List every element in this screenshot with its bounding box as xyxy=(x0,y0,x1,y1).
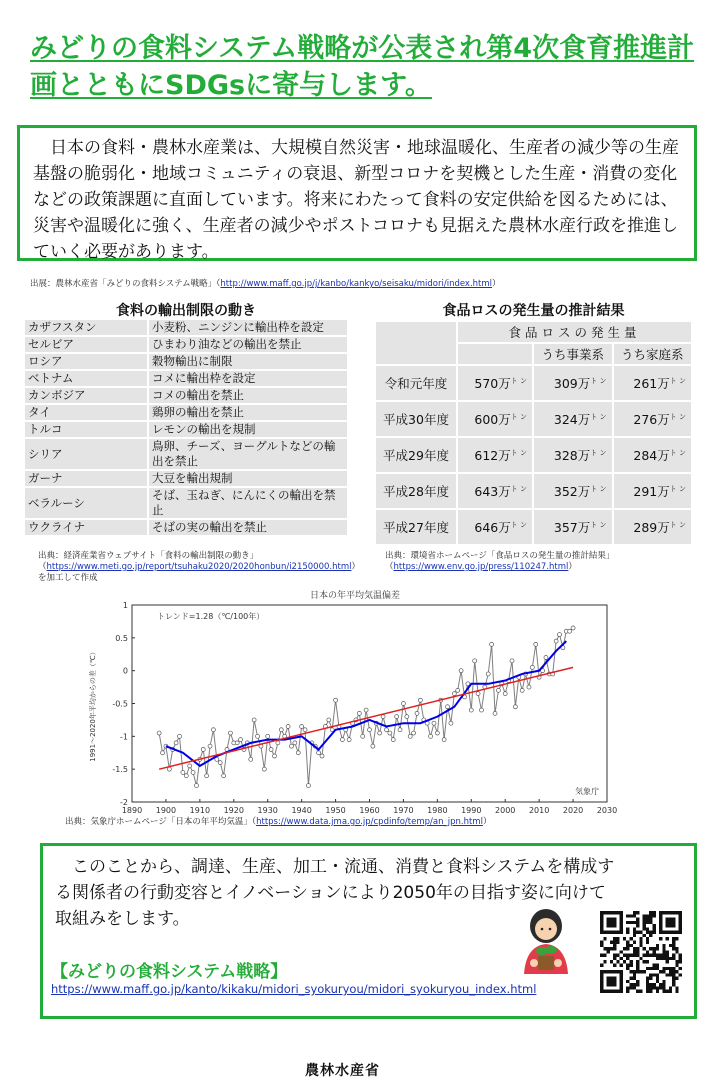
y-tick-label: -1 xyxy=(120,732,128,742)
annual-point xyxy=(479,708,483,712)
annual-point xyxy=(320,754,324,758)
export-policy: コメの輸出を禁止 xyxy=(148,387,347,404)
intro-source: 出展：農林水産省「みどりの食料システム戦略」（http://www.maff.go.jp/j/kanbo/kankyo/seisaku/midori/index.html） xyxy=(30,279,501,289)
ton-unit: ト ン xyxy=(510,484,527,493)
annual-point xyxy=(446,705,450,709)
annual-point xyxy=(527,685,531,689)
x-tick-label: 1950 xyxy=(325,806,346,815)
export-country: セルビア xyxy=(25,336,148,353)
loss-total: 646万$^{ト ン}$ xyxy=(457,509,533,545)
annual-point xyxy=(161,751,165,755)
x-tick-label: 1900 xyxy=(155,806,177,815)
export-policy: 鳥卵、チーズ、ヨーグルトなどの輸出を禁止 xyxy=(148,438,347,470)
ton-unit: ト ン xyxy=(669,520,686,529)
conclusion-box xyxy=(40,843,697,1019)
annual-point xyxy=(269,747,273,751)
export-country: トルコ xyxy=(25,421,148,438)
annual-point xyxy=(490,642,494,646)
annual-point xyxy=(452,692,456,696)
annual-point xyxy=(184,774,188,778)
loss-household: 291万$^{ト ン}$ xyxy=(613,473,693,509)
loss-household: 261万$^{ト ン}$ xyxy=(613,365,693,401)
y-axis-label: 1991～2020年平均からの差（℃） xyxy=(89,648,97,762)
x-tick-label: 2030 xyxy=(596,806,618,815)
annual-point xyxy=(442,738,446,742)
annual-point xyxy=(435,731,439,735)
annual-point xyxy=(544,656,548,660)
loss-row xyxy=(375,437,692,473)
ton-unit: ト ン xyxy=(590,376,607,385)
annual-point xyxy=(347,738,351,742)
annual-point xyxy=(378,731,382,735)
annual-point xyxy=(211,728,215,732)
export-row xyxy=(25,438,347,470)
y-tick-label: 1 xyxy=(122,601,128,610)
export-policy: 穀物輸出に制限 xyxy=(148,353,347,370)
annual-point xyxy=(391,738,395,742)
export-policy: そばの実の輸出を禁止 xyxy=(148,519,347,536)
page-title: みどりの食料システム戦略が公表され第4次食育推進計画とともにSDGsに寄与します。 xyxy=(30,33,695,101)
ton-unit: ト ン xyxy=(510,448,527,457)
loss-total: 600万$^{ト ン}$ xyxy=(457,401,533,437)
y-tick-label: -2 xyxy=(120,798,128,807)
loss-row xyxy=(375,473,692,509)
export-row xyxy=(25,519,347,536)
annual-point xyxy=(398,728,402,732)
annual-point xyxy=(340,738,344,742)
annual-point xyxy=(473,659,477,663)
conclusion-text: このことから、調達、生産、加工・流通、消費と食料システムを構成する関係者の行動変容とイノベーションにより2050年の目指す姿に向けて取組みをします。 xyxy=(55,857,615,929)
export-row xyxy=(25,387,347,404)
annual-point xyxy=(218,761,222,765)
export-country: ガーナ xyxy=(25,470,148,487)
ton-unit: ト ン xyxy=(590,412,607,421)
annual-point xyxy=(191,770,195,774)
export-policy: 小麦粉、ニンジンに輸出枠を設定 xyxy=(148,320,347,336)
annual-point xyxy=(201,747,205,751)
annual-point xyxy=(181,770,185,774)
export-country: ベトナム xyxy=(25,370,148,387)
annual-point xyxy=(334,698,338,702)
annual-point xyxy=(520,688,524,692)
x-tick-label: 2000 xyxy=(495,806,516,815)
ton-unit: ト ン xyxy=(590,520,607,529)
y-tick-label: -1.5 xyxy=(112,765,128,775)
annual-point xyxy=(558,633,562,637)
annual-point xyxy=(252,718,256,722)
ton-unit: ト ン xyxy=(590,484,607,493)
export-country: ウクライナ xyxy=(25,519,148,536)
loss-year: 平成28年度 xyxy=(375,473,457,509)
annual-point xyxy=(289,744,293,748)
export-row xyxy=(25,370,347,387)
annual-point xyxy=(262,767,266,771)
export-row xyxy=(25,470,347,487)
annual-point xyxy=(554,639,558,643)
export-country: ロシア xyxy=(25,353,148,370)
export-country: カンボジア xyxy=(25,387,148,404)
export-source-link[interactable]: https://www.meti.go.jp/report/tsuhaku2020/2020honbun/i2150000.html xyxy=(46,562,352,572)
export-row xyxy=(25,421,347,438)
annual-point xyxy=(469,708,473,712)
trend-label: トレンド=1.28（℃/100年） xyxy=(157,612,265,621)
annual-point xyxy=(300,724,304,728)
annual-point xyxy=(513,705,517,709)
annual-point xyxy=(239,738,243,742)
annual-point xyxy=(493,711,497,715)
export-policy: レモンの輸出を規制 xyxy=(148,421,347,438)
loss-business: 357万$^{ト ン}$ xyxy=(533,509,613,545)
annual-point xyxy=(205,774,209,778)
annual-point xyxy=(194,784,198,788)
ton-unit: ト ン xyxy=(510,412,527,421)
annual-point xyxy=(381,715,385,719)
loss-business: 352万$^{ト ン}$ xyxy=(533,473,613,509)
annual-point xyxy=(371,744,375,748)
export-restrictions-table xyxy=(25,320,347,537)
annual-point xyxy=(405,715,409,719)
intro-text: 日本の食料・農林水産業は、大規模自然災害・地球温暖化、生産者の減少等の生産基盤の脆弱化・地域コミュニティの衰退、新型コロナを契機とした生産・消費の変化などの政策課題に直面しています。将来にわたって食料の安定供給を図るためには、災害や温暖化に強く、生産者の減少やポストコロナも見据えた農林水産行政を推進していく必要があります。 xyxy=(33,138,679,262)
ton-unit: ト ン xyxy=(590,448,607,457)
annual-point xyxy=(384,728,388,732)
annual-point xyxy=(449,721,453,725)
loss-row xyxy=(375,401,692,437)
annual-point xyxy=(432,721,436,725)
loss-year: 平成29年度 xyxy=(375,437,457,473)
annual-point xyxy=(568,629,572,633)
export-row xyxy=(25,320,347,336)
loss-total: 612万$^{ト ン}$ xyxy=(457,437,533,473)
annual-point xyxy=(266,734,270,738)
x-tick-label: 1890 xyxy=(121,806,143,815)
annual-point xyxy=(395,715,399,719)
loss-total: 643万$^{ト ン}$ xyxy=(457,473,533,509)
x-tick-label: 2020 xyxy=(562,806,584,815)
ton-unit: ト ン xyxy=(669,484,686,493)
loss-household: 289万$^{ト ン}$ xyxy=(613,509,693,545)
annual-point xyxy=(228,731,232,735)
export-row xyxy=(25,336,347,353)
strategy-url xyxy=(51,982,536,996)
annual-point xyxy=(415,711,419,715)
annual-point xyxy=(476,692,480,696)
strategy-label: 【みどりの食料システム戦略】 xyxy=(51,962,288,982)
annual-point xyxy=(296,751,300,755)
export-policy: そば、玉ねぎ、にんにくの輸出を禁止 xyxy=(148,487,347,519)
export-row xyxy=(25,487,347,519)
loss-year: 平成30年度 xyxy=(375,401,457,437)
loss-year: 平成27年度 xyxy=(375,509,457,545)
annual-point xyxy=(571,626,575,630)
annual-point xyxy=(306,784,310,788)
intro-box xyxy=(17,125,697,261)
annual-point xyxy=(456,688,460,692)
ton-unit: ト ン xyxy=(669,448,686,457)
export-policy: 鶏卵の輸出を禁止 xyxy=(148,404,347,421)
annual-point xyxy=(327,718,331,722)
annual-point xyxy=(368,728,372,732)
annual-point xyxy=(530,665,534,669)
export-country: シリア xyxy=(25,438,148,470)
annual-point xyxy=(188,764,192,768)
annual-point xyxy=(361,734,365,738)
x-tick-label: 2010 xyxy=(528,806,550,815)
annual-point xyxy=(303,728,307,732)
loss-source: 出典：環境省ホームページ「食品ロスの発生量の推計結果」 （https://www.env.go.jp/press/110247.html） xyxy=(385,551,615,572)
ton-unit: ト ン xyxy=(669,412,686,421)
annual-point xyxy=(401,702,405,706)
y-tick-label: 0 xyxy=(122,666,128,676)
loss-business: 309万$^{ト ン}$ xyxy=(533,365,613,401)
y-tick-label: 0.5 xyxy=(115,633,128,643)
intro-source-link[interactable]: http://www.maff.go.jp/j/kanbo/kankyo/seisaku/midori/index.html xyxy=(220,279,493,289)
ton-unit: ト ン xyxy=(510,376,527,385)
loss-business: 324万$^{ト ン}$ xyxy=(533,401,613,437)
annual-point xyxy=(249,757,253,761)
export-country: カザフスタン xyxy=(25,320,148,336)
qr-code-icon xyxy=(600,911,682,993)
annual-point xyxy=(429,734,433,738)
loss-header-business: うち事業系 xyxy=(533,343,613,365)
annual-point xyxy=(503,692,507,696)
loss-total: 570万$^{ト ン}$ xyxy=(457,365,533,401)
ton-unit: ト ン xyxy=(510,520,527,529)
x-tick-label: 1970 xyxy=(393,806,414,815)
annual-point xyxy=(256,734,260,738)
plot-area xyxy=(132,605,607,802)
export-country: タイ xyxy=(25,404,148,421)
loss-row xyxy=(375,509,692,545)
annual-point xyxy=(222,774,226,778)
temperature-chart xyxy=(85,587,630,817)
loss-household: 284万$^{ト ン}$ xyxy=(613,437,693,473)
annual-point xyxy=(364,708,368,712)
annual-point xyxy=(388,731,392,735)
loss-source-link[interactable]: https://www.env.go.jp/press/110247.html xyxy=(393,562,569,572)
annual-point xyxy=(496,688,500,692)
annual-point xyxy=(408,734,412,738)
ton-unit: ト ン xyxy=(669,376,686,385)
loss-row xyxy=(375,365,692,401)
x-tick-label: 1940 xyxy=(291,806,312,815)
loss-header-main: 食品ロスの発生量 xyxy=(457,321,692,343)
annual-point xyxy=(510,659,514,663)
strategy-link[interactable]: https://www.maff.go.jp/kanto/kikaku/midori_syokuryou/midori_syokuryou_index.html xyxy=(51,982,537,996)
y-tick-label: -0.5 xyxy=(112,699,128,709)
export-source: 出典：経済産業省ウェブサイト「食料の輸出制限の動き」 （https://www.meti.go.jp/report/tsuhaku2020/2020honbun/i2150000.html）を加工して作成 xyxy=(38,551,356,583)
chart-title: 日本の年平均気温偏差 xyxy=(309,591,401,601)
annual-point xyxy=(157,731,161,735)
export-table-title: 食料の輸出制限の動き xyxy=(116,303,256,319)
export-country: ベラルーシ xyxy=(25,487,148,519)
chart-source: 出典：気象庁ホームページ「日本の年平均気温」（https://www.data.jma.go.jp/cpdinfo/temp/an_jpn.html） xyxy=(65,817,492,827)
x-tick-label: 1920 xyxy=(223,806,244,815)
annual-point xyxy=(412,731,416,735)
loss-household: 276万$^{ト ン}$ xyxy=(613,401,693,437)
export-row xyxy=(25,353,347,370)
annual-point xyxy=(279,728,283,732)
annual-point xyxy=(273,754,277,758)
x-tick-label: 1980 xyxy=(427,806,448,815)
x-tick-label: 1990 xyxy=(461,806,482,815)
annual-point xyxy=(276,741,280,745)
export-policy: ひまわり油などの輸出を禁止 xyxy=(148,336,347,353)
annual-point xyxy=(317,751,321,755)
chart-source-link[interactable]: https://www.data.jma.go.jp/cpdinfo/temp/an_jpn.html xyxy=(256,817,483,827)
annual-point xyxy=(293,741,297,745)
annual-point xyxy=(459,669,463,673)
annual-point xyxy=(357,711,361,715)
export-policy: 大豆を輸出規制 xyxy=(148,470,347,487)
annual-point xyxy=(418,698,422,702)
person-with-plant-icon xyxy=(516,906,576,976)
loss-year: 令和元年度 xyxy=(375,365,457,401)
annual-point xyxy=(534,642,538,646)
annual-point xyxy=(286,724,290,728)
annual-point xyxy=(208,744,212,748)
loss-business: 328万$^{ト ン}$ xyxy=(533,437,613,473)
export-row xyxy=(25,404,347,421)
loss-header-household: うち家庭系 xyxy=(613,343,693,365)
loss-table-title: 食品ロスの発生量の推計結果 xyxy=(442,303,625,319)
annual-point xyxy=(235,741,239,745)
annual-point xyxy=(178,734,182,738)
annual-point xyxy=(486,672,490,676)
food-loss-table xyxy=(374,320,693,546)
x-tick-label: 1910 xyxy=(189,806,211,815)
x-tick-label: 1960 xyxy=(359,806,380,815)
ministry-name: 農林水産省 xyxy=(305,1063,380,1079)
agency-label: 気象庁 xyxy=(575,787,599,796)
annual-point xyxy=(174,741,178,745)
export-policy: コメに輸出枠を設定 xyxy=(148,370,347,387)
x-tick-label: 1930 xyxy=(257,806,278,815)
